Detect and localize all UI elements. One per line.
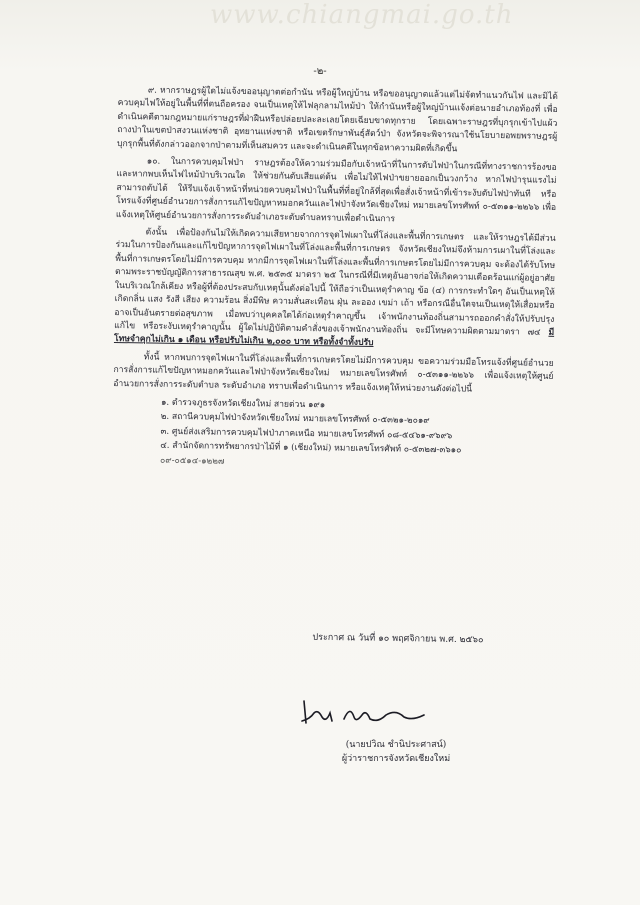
- document-body: [112, 84, 558, 482]
- signature-image: [300, 695, 430, 729]
- announcement-date: ประกาศ ณ วันที่ ๑๐ พฤศจิกายน พ.ศ. ๒๕๖๐: [312, 632, 484, 646]
- contact-item: ๓. ศูนย์ส่งเสริมการควบคุมไฟป่าภาคเหนือ หมายเลขโทรศัพท์ ๐๘-๕๔๖๑-๙๖๙๖: [160, 426, 453, 442]
- paragraph-10: ๑๐. ในการควบคุมไฟป่า ราษฎรต้องให้ความร่วมมือกับเจ้าหน้าที่ในการดับไฟป่าในกรณีที่ทางราชการร้องขอ และหากพบเห็นไฟไหม้ป่าบริเวณใด ให้ช่วยกันดับเสียแต่ต้น เพื่อไม่ให้ไฟป่าขยายออกเป็นวงกว้าง หากไฟป่ารุนแรงไม่สามารถดับได้ ให้รีบแจ้งเจ้าหน้าที่หน่วยควบคุมไฟป่าในพื้นที่ที่อยู่ใกล้ที่สุดเพื่อสั่งเจ้าหน้าที่เข้าระงับดับไฟป่าทันที หรือ โทรแจ้งที่ศูนย์อำนวยการสั่งการแก้ไขปัญหาหมอกควันและไฟป่าจังหวัดเชียงใหม่ หมายเลขโทรศัพท์ ๐-๕๓๑๑-๒๒๖๖ เพื่อแจ้งเหตุให้ศูนย์อำนวยการสั่งการระดับอำเภอระดับตำบลทราบเพื่อดำเนินการ: [115, 156, 557, 225]
- conclusion-text: ดังนั้น เพื่อป้องกันไม่ให้เกิดความเสียหายจากการจุดไฟเผาในที่โล่งและพื้นที่การเกษตร และให้ราษฎรได้มีส่วนร่วมในการป้องกันและแก้ไขปัญหาการจุดไฟเผาในที่โล่งและพื้นที่การเกษตร จังหวัดเชียงใหม่จึงห้ามการเผาในที่โล่งและพื้นที่การเกษตรโดยไม่มีการควบคุม หากมีการจุดไฟเผาในที่โล่งและพื้นที่การเกษตรโดยไม่มีการควบคุม จะต้องได้รับโทษตามพระราชบัญญัติการสาธารณสุข พ.ศ. ๒๕๓๕ มาตรา ๒๕ ในกรณีที่มีเหตุอันอาจก่อให้เกิดความเดือดร้อนแก่ผู้อยู่อาศัยในบริเวณใกล้เคียง หรือผู้ที่ต้องประสบกับเหตุนั้นดังต่อไปนี้ ให้ถือว่าเป็นเหตุรำคาญ ข้อ (๔) การกระทำใดๆ อันเป็นเหตุให้เกิดกลิ่น แสง รังสี เสียง ความร้อน สิ่งมีพิษ ความสั่นสะเทือน ฝุ่น ละออง เขม่า เถ้า หรือกรณีอื่นใดจนเป็นเหตุให้เสื่อมหรืออาจเป็นอันตรายต่อสุขภาพ เมื่อพบว่าบุคคลใดได้ก่อเหตุรำคาญขึ้น เจ้าพนักงานท้องถิ่นสามารถออกคำสั่งให้ปรับปรุงแก้ไข หรือระงับเหตุรำคาญนั้น ผู้ใดไม่ปฏิบัติตามคำสั่งของเจ้าพนักงานท้องถิ่น จะมีโทษความผิดตามมาตรา ๗๔: [114, 227, 556, 338]
- paragraph-9: ๙. หากราษฎรผู้ใดไม่แจ้งขออนุญาตต่อกำนัน หรือผู้ใหญ่บ้าน หรือขออนุญาตแล้วแต่ไม่จัดทำแนวกันไฟ และมิได้ควบคุมไฟให้อยู่ในพื้นที่ที่ตนถือครอง จนเป็นเหตุให้ไฟลุกลามไหม้ป่า ให้กำนันหรือผู้ใหญ่บ้านแจ้งต่อนายอำเภอท้องที่ เพื่อดำเนินคดีตามกฎหมายแก่ราษฎรที่ฝ่าฝืนหรือปล่อยปละละเลยโดยเฉียบขาดทุกราย โดยเฉพาะราษฎรที่บุกรุกเข้าไปแผ้วถางป่าในเขตป่าสงวนแห่งชาติ อุทยานแห่งชาติ หรือเขตรักษาพันธุ์สัตว์ป่า จังหวัดจะพิจารณาใช้นโยบายอพยพราษฎรผู้บุกรุกพื้นที่ดังกล่าวออกจากป่าตามที่เห็นสมควร และจะดำเนินคดีในทุกข้อหาความผิดที่เกิดขึ้น: [116, 85, 558, 154]
- signer-name: (นายปวิณ ชำนิประศาสน์): [345, 740, 447, 750]
- paragraph-report: ทั้งนี้ หากพบการจุดไฟเผาในที่โล่งและพื้นที่การเกษตรโดยไม่มีการควบคุม ขอความร่วมมือโทรแจ้งที่ศูนย์อำนวยการสั่งการแก้ไขปัญหาหมอกควันและไฟป่าจังหวัดเชียงใหม่ หมายเลขโทรศัพท์ ๐-๕๓๑๑-๒๒๖๖ เพื่อแจ้งเหตุให้ศูนย์อำนวยการสั่งการระดับตำบล ระดับอำเภอ ทราบเพื่อดำเนินการ หรือแจ้งเหตุให้หน่วยงานดังต่อไปนี้: [113, 352, 554, 395]
- paragraph-conclusion: [114, 226, 556, 354]
- contact-item: ๔. สำนักจัดการทรัพยากรป่าไม้ที่ ๑ (เชียงใหม่) หมายเลขโทรศัพท์ ๐-๕๓๒๗-๓๖๑๐: [160, 441, 462, 456]
- watermark: www.chiangmai.go.th: [210, 0, 514, 30]
- signer-title: ผู้ว่าราชการจังหวัดเชียงใหม่: [341, 754, 451, 764]
- contact-list: [160, 396, 553, 475]
- contact-item: ๒. สถานีควบคุมไฟป่าจังหวัดเชียงใหม่ หมายเลขโทรศัพท์ ๐-๕๓๒๑-๒๐๑๙: [160, 412, 430, 427]
- contact-item: ๑. ตำรวจภูธรจังหวัดเชียงใหม่ สายด่วน ๑๙๑: [160, 397, 326, 411]
- signer-block: [296, 738, 496, 766]
- page-number: -๒-: [313, 66, 327, 77]
- penalty-text: มีโทษจำคุกไม่เกิน ๑ เดือน หรือปรับไม่เกิน ๒,๐๐๐ บาท หรือทั้งจำทั้งปรับ: [113, 327, 555, 349]
- contact-extra: ๐๙-๐๕๑๔-๑๒๒๗: [160, 455, 225, 467]
